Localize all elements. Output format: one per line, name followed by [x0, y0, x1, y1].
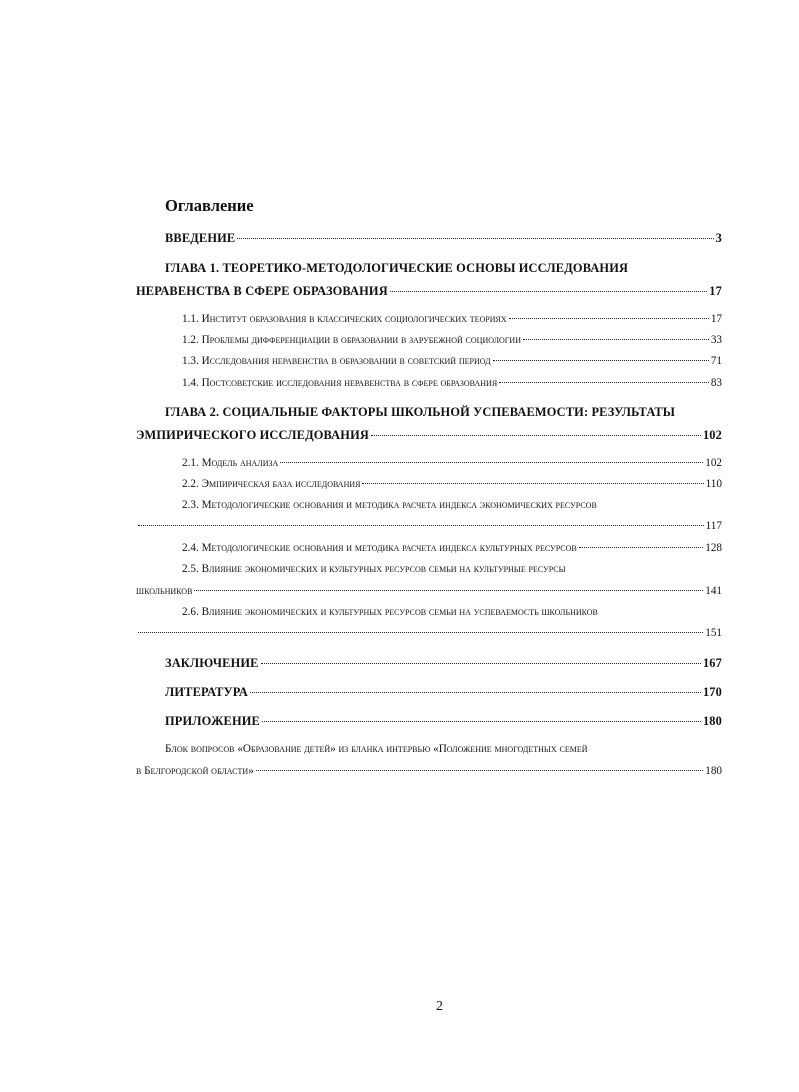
page-number: 2 — [436, 999, 443, 1014]
dot-leader — [523, 339, 709, 340]
toc-entry-title: 1.3. Исследования неравенства в образовании в советский период — [182, 355, 491, 367]
toc-entry-title: ВВЕДЕНИЕ — [165, 231, 236, 245]
dot-leader — [499, 382, 709, 383]
toc-entry-title: 2.2. Эмпирическая база исследования — [182, 478, 361, 490]
toc-entry-page: 117 — [705, 520, 722, 532]
page-title: Оглавление — [165, 196, 254, 215]
toc-entry-literature[interactable] — [165, 685, 722, 700]
toc-entry-title: в Белгородской области» — [136, 765, 254, 777]
toc-entry-title: 2.6. Влияние экономических и культурных ресурсов семьи на успеваемость школьников — [182, 606, 598, 618]
toc-entry-page: 102 — [705, 457, 722, 469]
toc-section-2-6-line2[interactable] — [136, 627, 722, 639]
toc-entry-title: 2.1. Модель анализа — [182, 457, 279, 469]
toc-section-2-3-line1[interactable] — [182, 499, 597, 511]
dot-leader — [493, 360, 709, 361]
toc-section-2-6-line1[interactable] — [182, 606, 598, 618]
toc-section-1-4[interactable] — [182, 377, 722, 389]
toc-entry-page: 170 — [702, 685, 722, 699]
toc-entry-page: 71 — [710, 355, 722, 367]
dot-leader — [362, 483, 703, 484]
toc-entry-page: 110 — [705, 478, 722, 490]
toc-section-2-5-line1[interactable] — [182, 563, 566, 575]
toc-entry-title: 2.4. Методологические основания и методика расчета индекса культурных ресурсов — [182, 542, 577, 554]
dot-leader — [256, 770, 703, 771]
toc-entry-page: 180 — [705, 765, 722, 777]
toc-entry-title: НЕРАВЕНСТВА В СФЕРЕ ОБРАЗОВАНИЯ — [136, 284, 388, 298]
toc-entry-page: 33 — [710, 334, 722, 346]
toc-entry-title: Блок вопросов «Образование детей» из бланка интервью «Положение многодетных семей — [165, 743, 588, 755]
toc-section-1-2[interactable] — [182, 334, 722, 346]
toc-section-2-4[interactable] — [182, 542, 722, 554]
toc-chapter-2-line1[interactable] — [165, 405, 675, 420]
dot-leader — [371, 435, 701, 436]
toc-entry-title: школьников — [136, 585, 193, 597]
toc-entry-page: 17 — [710, 313, 722, 325]
toc-entry-title: ЗАКЛЮЧЕНИЕ — [165, 656, 259, 670]
dot-leader — [138, 525, 704, 526]
dot-leader — [262, 721, 701, 722]
toc-entry-page: 141 — [705, 585, 722, 597]
toc-appendix-block-line1[interactable] — [165, 743, 587, 755]
dot-leader — [194, 590, 703, 591]
toc-entry-title: ГЛАВА 2. СОЦИАЛЬНЫЕ ФАКТОРЫ ШКОЛЬНОЙ УСПЕВАЕМОСТИ: РЕЗУЛЬТАТЫ — [165, 405, 676, 419]
toc-chapter-1-line1[interactable] — [165, 261, 628, 276]
dot-leader — [237, 238, 713, 239]
toc-entry-page: 151 — [705, 627, 722, 639]
dot-leader — [138, 632, 703, 633]
toc-entry-conclusion[interactable] — [165, 656, 722, 671]
dot-leader — [390, 291, 707, 292]
toc-entry-title: ЛИТЕРАТУРА — [165, 685, 249, 699]
toc-entry-page: 17 — [709, 284, 722, 298]
toc-section-2-2[interactable] — [182, 478, 722, 490]
toc-section-1-3[interactable] — [182, 355, 722, 367]
toc-entry-page: 180 — [702, 714, 722, 728]
toc-entry-page: 167 — [702, 656, 722, 670]
toc-section-2-1[interactable] — [182, 457, 722, 469]
toc-section-2-5-line2[interactable] — [136, 585, 722, 597]
toc-section-2-3-line2[interactable] — [136, 520, 722, 532]
toc-appendix-block-line2[interactable] — [136, 765, 722, 777]
dot-leader — [579, 547, 703, 548]
dot-leader — [509, 318, 709, 319]
toc-entry-page: 83 — [710, 377, 722, 389]
toc-chapter-1-line2[interactable] — [136, 284, 722, 299]
toc-entry-page: 3 — [715, 231, 722, 245]
toc-entry-introduction[interactable] — [165, 231, 722, 246]
toc-chapter-2-line2[interactable] — [136, 428, 722, 443]
toc-entry-page: 128 — [705, 542, 722, 554]
toc-section-1-1[interactable] — [182, 313, 722, 325]
dot-leader — [280, 462, 703, 463]
dot-leader — [250, 692, 701, 693]
toc-entry-title: 2.3. Методологические основания и методика расчета индекса экономических ресурсов — [182, 499, 597, 511]
toc-entry-page: 102 — [702, 428, 722, 442]
dot-leader — [261, 663, 701, 664]
toc-entry-title: ПРИЛОЖЕНИЕ — [165, 714, 260, 728]
toc-entry-title: ЭМПИРИЧЕСКОГО ИССЛЕДОВАНИЯ — [136, 428, 369, 442]
toc-entry-title: 1.4. Постсоветские исследования неравенства в сфере образования — [182, 377, 498, 389]
toc-entry-title: 1.1. Институт образования в классических социологических теориях — [182, 313, 507, 325]
toc-entry-title: 1.2. Проблемы дифференциации в образовании в зарубежной социологии — [182, 334, 521, 346]
toc-entry-title: ГЛАВА 1. ТЕОРЕТИКО-МЕТОДОЛОГИЧЕСКИЕ ОСНОВЫ ИССЛЕДОВАНИЯ — [165, 261, 629, 275]
toc-entry-title: 2.5. Влияние экономических и культурных ресурсов семьи на культурные ресурсы — [182, 563, 566, 575]
toc-entry-appendix[interactable] — [165, 714, 722, 729]
